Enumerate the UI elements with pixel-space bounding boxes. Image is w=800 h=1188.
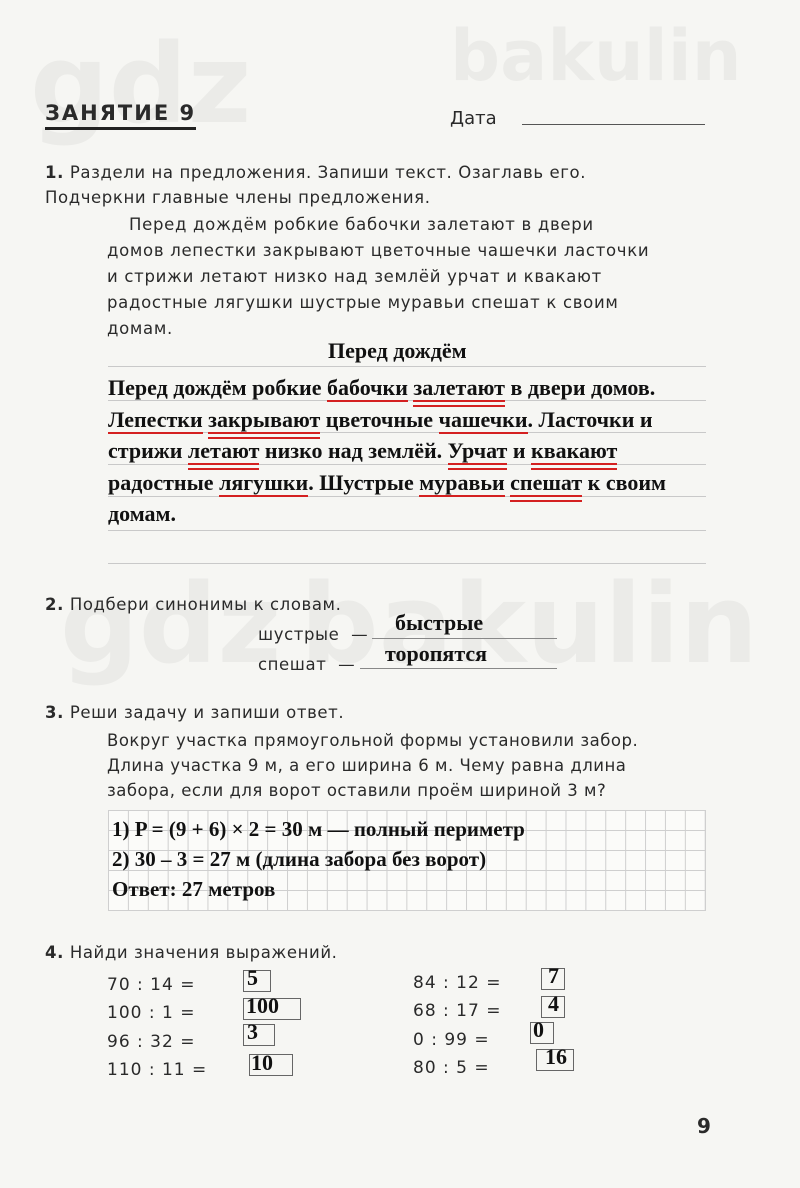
dash: — [351, 625, 369, 644]
expression: 70 : 14 = [107, 975, 196, 995]
date-line [522, 124, 705, 125]
predicate-underlined: спешат [510, 469, 583, 495]
expression: 84 : 12 = [413, 973, 502, 993]
expression-result: 4 [548, 991, 559, 1016]
source-text-line: домов лепестки закрывают цветочные чашечки ласточки [107, 241, 650, 260]
expression-result: 100 [246, 993, 279, 1018]
answer-fragment: Перед дождём робкие [108, 375, 327, 400]
lesson-title: ЗАНЯТИЕ 9 [45, 100, 196, 130]
synonym-answer-line [360, 668, 557, 669]
answer-fragment: . Шустрые [308, 469, 420, 495]
answer-fragment: радостные [108, 469, 220, 495]
synonym-answer: быстрые [395, 610, 484, 635]
expression: 80 : 5 = [413, 1058, 490, 1078]
task-number: 2. [45, 595, 64, 614]
expression: 96 : 32 = [107, 1032, 196, 1052]
answer-fragment: низко над землёй. [259, 438, 448, 463]
expression-result: 7 [548, 963, 559, 988]
synonym-word [258, 625, 368, 644]
source-text-line: Перед дождём робкие бабочки залетают в двери [129, 215, 594, 234]
solution-answer: Ответ: 27 метров [112, 877, 276, 901]
task-number: 3. [45, 703, 64, 722]
answer-fragment: и [507, 438, 532, 463]
predicate-underlined: залетают [413, 375, 505, 400]
synonym-answer: торопятся [385, 641, 488, 666]
task1-instruction-line: Раздели на предложения. Запиши текст. Озаглавь его. [69, 163, 587, 182]
predicate-underlined: квакают [531, 438, 618, 463]
answer-title: Перед дождём [328, 338, 467, 363]
task1-instruction-line: Подчеркни главные члены предложения. [45, 188, 431, 207]
predicate-underlined: Урчат [447, 438, 508, 463]
synonym-word-text: спешат [258, 655, 327, 674]
answer-fragment: домам. [108, 501, 177, 526]
source-text-line: и стрижи летают низко над землёй урчат и квакают [107, 267, 602, 286]
dash: — [338, 655, 356, 674]
expression-result: 10 [251, 1050, 273, 1075]
answer-fragment: стрижи [108, 438, 188, 463]
subject-underlined: муравьи [419, 469, 505, 495]
task4-instruction [45, 940, 338, 965]
expression: 110 : 11 = [107, 1060, 208, 1080]
answer-fragment: в двери домов. [504, 375, 656, 400]
expression-result: 0 [533, 1017, 544, 1042]
ruled-line [108, 530, 706, 531]
ruled-line [108, 563, 706, 564]
page-number: 9 [697, 1114, 711, 1138]
expression: 0 : 99 = [413, 1030, 490, 1050]
subject-underlined: Лепестки [108, 406, 203, 432]
task2-instruction-text: Подбери синонимы к словам. [69, 595, 342, 614]
problem-line: Длина участка 9 м, а его ширина 6 м. Чему равна длина [107, 756, 627, 775]
expression-result: 3 [247, 1019, 258, 1044]
task1-instruction [45, 160, 710, 210]
task-number: 4. [45, 943, 64, 962]
expression-result: 5 [247, 965, 258, 990]
predicate-underlined: закрывают [208, 406, 321, 432]
expression: 68 : 17 = [413, 1001, 502, 1021]
answer-fragment: цветочные [320, 406, 439, 432]
task2-instruction [45, 592, 341, 617]
solution-line: 1) P = (9 + 6) × 2 = 30 м — полный периметр [112, 817, 525, 841]
subject-underlined: чашечки [438, 406, 528, 432]
task1-source-text [107, 212, 707, 342]
watermark [60, 560, 282, 688]
source-text-line: радостные лягушки шустрые муравьи спешат к своим [107, 293, 619, 312]
ruled-line [108, 366, 706, 367]
problem-line: Вокруг участка прямоугольной формы установили забор. [107, 731, 639, 750]
subject-underlined: бабочки [326, 375, 408, 400]
predicate-underlined: летают [187, 438, 260, 463]
answer-text [108, 372, 758, 530]
problem-line: забора, если для ворот оставили проём шириной 3 м? [107, 781, 607, 800]
answer-fragment: . Ласточки и [527, 406, 653, 432]
solution-line: 2) 30 – 3 = 27 м (длина забора без ворот) [112, 847, 487, 871]
task3-problem [107, 728, 717, 803]
synonym-word-text: шустрые [258, 625, 340, 644]
watermark [450, 15, 742, 97]
task4-instruction-text: Найди значения выражений. [69, 943, 338, 962]
task-number: 1. [45, 163, 64, 182]
expression: 100 : 1 = [107, 1003, 196, 1023]
subject-underlined: лягушки [219, 469, 309, 495]
date-label: Дата [450, 108, 497, 129]
synonym-answer-line [372, 638, 557, 639]
expression-result: 16 [545, 1044, 567, 1069]
task3-instruction-text: Реши задачу и запиши ответ. [69, 703, 345, 722]
source-text-line: домам. [107, 319, 173, 338]
answer-fragment: к своим [582, 469, 667, 495]
synonym-word [258, 655, 355, 674]
task3-instruction [45, 700, 344, 725]
